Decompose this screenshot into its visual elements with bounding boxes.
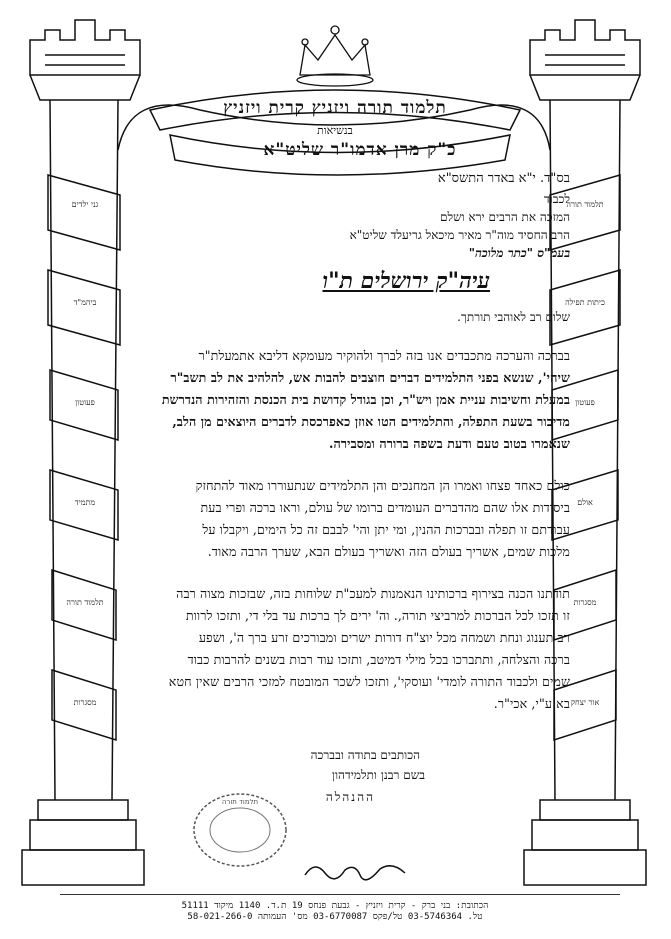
ribbon-left-6: מסגרות [73,698,97,707]
banner-rebbe-name: כ"ק מרן אדמו"ר שליט"א [263,140,457,160]
para1-line-2: שיחי', שנשא בפני התלמידים דברים חוצבים להבות אש, להלהיב את לב תשב"ר [170,370,570,385]
footer-address: הכתובת: בני ברק - קרית ויזניץ - גבעת פנחס 19 ת.ד. 1140 מיקוד 51111 [181,901,489,911]
para3-line-2: זו תזכו לכל הברכות למרביצי תורה,. וה' ירים לך ברכות עד בלי די, ותזכו לרוות [185,608,570,623]
address-line-4: בעמ"ס "כתר מלוכה" [468,246,570,260]
ribbon-left-5: תלמוד תורה [66,598,104,607]
footer [120,900,550,922]
para3-line-4: ברכה והצלחה, ותתברכו בכל מילי דמיטב, ותזכו עוד רבות בשנים להרבות כבוד [187,652,570,667]
para1-line-4: מדיבור בשעת התפלה, והתלמידים הטו אוזן כאפרכסת לדברים היוצאים מן הלב, [172,414,570,429]
letter-date: בס"ד. י"א באדר התשס"א [437,171,570,186]
ribbon-right-5: מסגרות [573,598,597,607]
ribbon-right-3: פעוטון [575,398,595,407]
stamp-seal-icon [190,790,290,870]
para3-line-6: בא ע"י, אכי"ר. [493,696,570,711]
banner-title: תלמוד תורה ויזניץ קרית ויזניץ [223,98,447,118]
para2-line-1: כולם כאחד פצחו ואמרו הן המחנכים והן התלמידים שנתעוררו מאוד להתחזק [195,478,570,493]
stamp-seal-text: תלמוד תורה [221,798,259,806]
banner-subtitle: בנשיאות [317,124,353,137]
address-line-2: המזכה את הרבים ירא ושלם [439,210,570,224]
letter-greeting: שלום רב לאוהבי תורתך. [457,310,570,324]
handwritten-signature-icon [300,855,410,883]
right-tower-top [530,20,640,75]
ribbon-left-2: ביהמ"ד [73,298,97,307]
para1-line-3: במעלת וחשיבות עניית אמן ויש"ר, וכן בגודל קדושת בית הכנסת והזהירות הנדרשת [161,392,570,407]
para1-line-5: שנאמרו בטוב טעם ודעת בשפה ברורה ומסבירה. [329,436,570,451]
left-tower-top [30,20,140,75]
ribbon-right-2: כיתות תפילה [565,298,605,307]
para1-line-1: בברכה והערכה מתכבדים אנו בזה לברך ולהוקיר מעומקא דליבא אתמעלת"ר [198,348,570,363]
para3-line-3: רב תענוג ונחת ושמחה מכל יוצ"ח דורות ישרים ומבורכים זרע ברך ה', ושפע [198,630,570,645]
ribbon-left-1: גני ילדים [71,200,99,209]
signoff-line-2: בשם רבנן ותלמידהון [331,768,425,782]
para3-line-1: תודתנו הכנה בצירוף ברכותינו הנאמנות למעכ"ת שלוחות בזה, שבזכות מצוה רבה [176,586,570,601]
signoff-line-3: ההנהלה [325,790,375,804]
para2-line-3: עבודתם זו תפלה ובברכות ההנין, ומי יתן והי' לבבם זה כל הימים, ויקבלו על [202,522,570,537]
ribbon-right-6: אור יצחק [570,698,600,707]
letter-city: עיה"ק ירושלים ת"ו [322,268,490,294]
footer-phone: טל. 03-5746364 טל/פקס 03-6770087 מס' העמותה 58-021-266-0 [187,912,483,922]
ribbon-left-3: פעוטון [75,398,95,407]
address-line-3: הרב החסיד מוה"ר מאיר מיכאל גריעלד שליט"א [349,228,570,242]
signoff-line-1: הכותבים בתודה ובברכה [310,748,420,762]
para3-line-5: שמים ולכבוד התורה לומדי' ועוסקי', ותזכו לשכר המובטח למזכי הרבים שאין חטא [168,674,570,689]
ribbon-right-1: תלמוד תורה [566,200,604,209]
address-line-1: לכבוד [543,192,570,206]
ribbon-left-4: מתמיד [74,498,96,507]
footer-divider [60,894,620,895]
ribbon-right-4: אולם [577,498,593,507]
para2-line-4: מלכות שמים, אשריך בעולם הזה ואשריך בעולם הבא, שערך הרבה מאוד. [207,544,570,559]
crown-icon [297,26,373,86]
para2-line-2: ביסודות אלו שהם מהדברים העומדים ברומו של עולם, וראו ברכה ופרי בעת [200,500,570,515]
